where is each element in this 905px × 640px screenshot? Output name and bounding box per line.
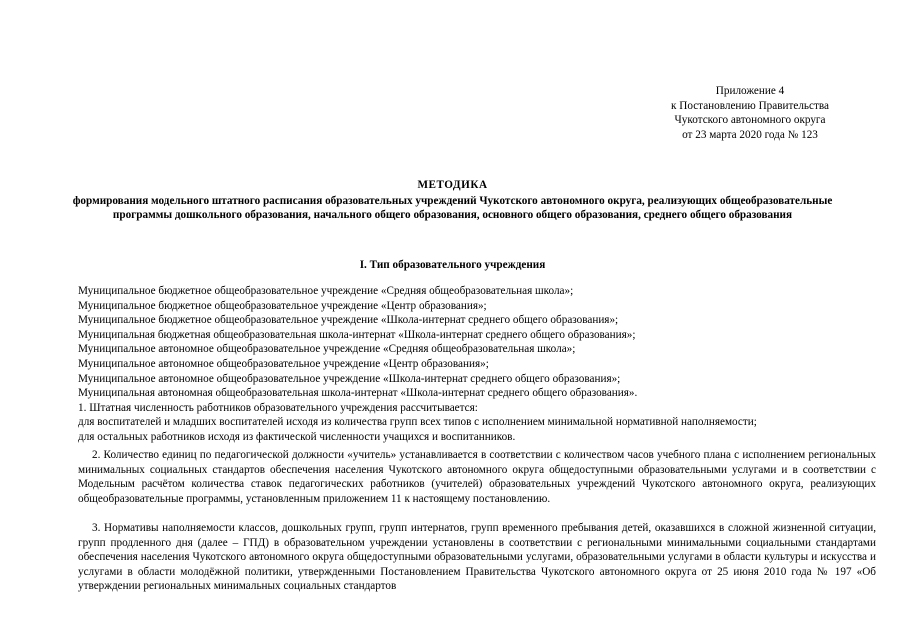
appendix-date-number: от 23 марта 2020 года № 123: [682, 128, 818, 141]
institution-item: Муниципальное бюджетное общеобразовательное учреждение «Центр образования»;: [78, 299, 487, 312]
institution-item: Муниципальное автономное общеобразовательное учреждение «Школа-интернат среднего общего образования»;: [78, 372, 621, 385]
institution-item: Муниципальная автономная общеобразовательная школа-интернат «Школа-интернат среднего общего образования».: [78, 387, 638, 400]
document-title: [60, 178, 845, 223]
institution-item: Муниципальная бюджетная общеобразовательная школа-интернат «Школа-интернат среднего общего образования»;: [78, 328, 636, 341]
title-main: МЕТОДИКА: [417, 179, 488, 191]
institution-list: [78, 284, 878, 445]
institution-item: Муниципальное бюджетное общеобразовательное учреждение «Школа-интернат среднего общего образования»;: [78, 314, 619, 327]
institution-item: Муниципальное бюджетное общеобразовательное учреждение «Средняя общеобразовательная школа»;: [78, 285, 574, 297]
appendix-resolution-ref: к Постановлению Правительства: [671, 99, 829, 112]
institution-item: Муниципальное автономное общеобразовательное учреждение «Центр образования»;: [78, 357, 489, 370]
appendix-header: [630, 84, 870, 142]
clause-2-paragraph: 2. Количество единиц по педагогической должности «учитель» устанавливается в соответствии с количеством часов учебного плана с исполнением региональных минимальных социальных стандартов обеспечения населения Чукотского автономного округа общедоступными образовательными услугами и в соответствии с Модельным расчётом количества ставок педагогических работников (учителей) образовательных учреждений Чукотского автономного округа, реализующих общеобразовательные программы, установленным приложением 11 к настоящему постановлению.: [78, 449, 876, 505]
title-subtitle: формирования модельного штатного расписания образовательных учреждений Чукотского автономного округа, реализующих общеобразовательные программы дошкольного образования, начального общего образования, основного общего образования, среднего общего образования: [72, 194, 833, 222]
clause-1-item-educators: для воспитателей и младших воспитателей исходя из количества групп всех типов с исполнением минимальной нормативной наполняемости;: [78, 416, 757, 429]
institution-item: Муниципальное автономное общеобразовательное учреждение «Средняя общеобразовательная школа»;: [78, 343, 576, 356]
section-heading: I. Тип образовательного учреждения: [359, 259, 546, 271]
appendix-region: Чукотского автономного округа: [674, 114, 826, 127]
clause-3-paragraph: 3. Нормативы наполняемости классов, дошкольных групп, групп интернатов, групп временного пребывания детей, оказавшихся в сложной жизненной ситуации, групп продленного дня (далее – ГПД) в образовательном учреждении установлены в соответствии с региональными минимальными социальными стандартами обеспечения населения Чукотского автономного округа общедоступными образовательными услугами, образовательными услугами в области культуры и искусства и услугами в области молодёжной политики, утвержденными Постановлением Правительства Чукотского автономного округа от 25 июня 2010 года № 197 «Об утверждении региональных минимальных социальных стандартов: [78, 522, 876, 593]
appendix-number: Приложение 4: [715, 85, 785, 97]
clause-1-item-other-staff: для остальных работников исходя из фактической численности учащихся и воспитанников.: [78, 430, 516, 443]
clause-1-intro: 1. Штатная численность работников образовательного учреждения рассчитывается:: [78, 401, 478, 414]
